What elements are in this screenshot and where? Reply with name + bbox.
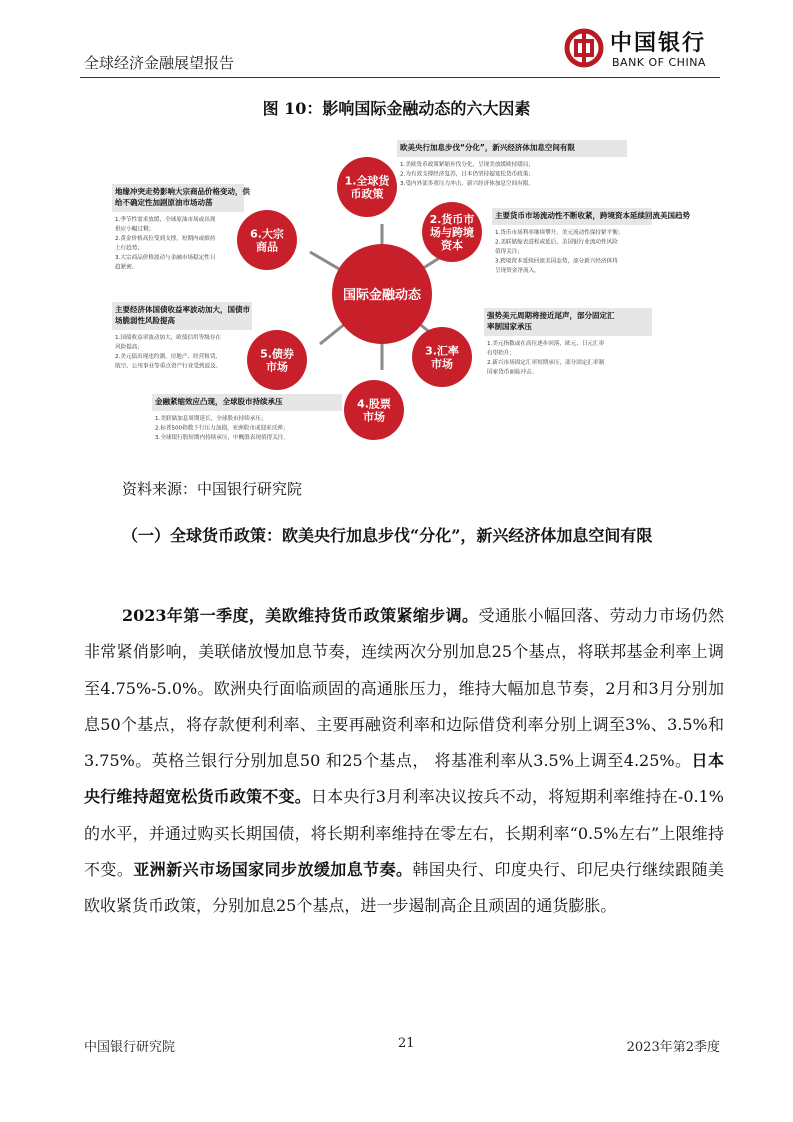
factor-heading-2: 主要货币市场流动性不断收紧，跨境资本延续回流美国趋势 — [495, 211, 690, 220]
factor-point: 航空、公用事业等重点资产行业受到波及。 — [115, 363, 222, 370]
factor-point: 3.大宗商品价格波动与金融市场稳定性日 — [115, 255, 216, 261]
factor-point: 2.美联储缩表进程或延后，美国银行业流动性风险 — [495, 239, 618, 246]
factor-circle-label: 市场 — [431, 357, 453, 371]
factor-circle-label: 4.股票 — [357, 397, 391, 411]
factor-point: 3.全球银行股短期内持续承压，中概股表现值得关注。 — [155, 435, 289, 441]
factor-heading-4: 金融紧缩效应凸现，全球股市持续承压 — [155, 397, 283, 406]
factor-point: 2.黄金价格高位受到支撑，短期内或维持 — [115, 236, 216, 242]
page-header — [80, 22, 720, 78]
factor-point: 1.货币市场利率继续攀升，美元流动性保持紧平衡； — [495, 230, 624, 236]
factor-heading-1: 欧美央行加息步伐“分化”，新兴经济体加息空间有限 — [400, 143, 575, 152]
diagram-canvas — [112, 132, 690, 450]
paragraph-bold-run: 2023年第一季度，美欧维持货币政策紧缩步调。 — [122, 606, 479, 625]
bank-logo — [564, 26, 714, 74]
page-number: 21 — [398, 1036, 415, 1051]
factor-point: 国家货币面临冲击。 — [487, 369, 538, 376]
factor-point: 2.美元债出现违约潮，房地产、经营租赁、 — [115, 354, 222, 360]
figure-title: 图 10：影响国际金融动态的六大因素 — [262, 99, 531, 118]
factor-point: 1.季节性需求放缓，全球原油市场或出现 — [115, 217, 216, 223]
factor-point: 3.受内外部多重压力冲击，新兴经济体加息空间有限。 — [400, 181, 534, 187]
factor-point: 供应小幅过剩； — [115, 226, 155, 233]
center-label: 国际金融动态 — [342, 288, 422, 303]
factor-circle-label: 市场 — [363, 410, 385, 424]
factor-point: 1.美元指数或在高位逐步回落，欧元、日元汇率 — [487, 341, 605, 347]
six-factors-diagram — [112, 132, 690, 450]
report-title: 全球经济金融展望报告 — [84, 54, 235, 72]
factor-point: 1.美欧货币政策紧缩步伐分化，呈现美放缓欧持缓局； — [400, 162, 534, 168]
paragraph-bold-run: 日本央行维持超宽松货币政策不变。 — [84, 751, 724, 807]
boc-logo-icon — [564, 28, 604, 68]
factor-circle-label: 6.大宗 — [250, 227, 284, 241]
footer-quarter: 2023年第2季度 — [626, 1040, 720, 1055]
factor-circle-label: 1.全球货 — [344, 174, 390, 188]
paragraph-text-run: 受通胀小幅回落、劳动力市场仍然非常紧俏影响，美联储放慢加息节奏，连续两次分别加息25个基点，将联邦基金利率上调至4.75%-5.0%。欧洲央行面临顽固的高通胀压力，维持大幅加息节奏，2月和3月分别加息50个基点，将存款便利利率、主要再融资利率和边际借贷利率分别上调至3%、3.5%和3.75%。英格兰银行分别加息50 和25个基点， 将基准利率从3.5%上调至4.25%。 — [84, 606, 724, 771]
logo-chinese-name: 中国银行 — [610, 30, 707, 56]
paragraph-text-run: 韩国央行、印度央行、印尼央行继续跟随美欧收紧货币政策，分别加息25个基点，进一步遏制高企且顽固的通货膨胀。 — [84, 860, 724, 916]
paragraph-text-run: 日本央行3月利率决议按兵不动，将短期利率维持在-0.1%的水平，并通过购买长期国债，将长期利率维持在零左右，长期利率“0.5%左右”上限维持不变。 — [84, 787, 724, 880]
figure-source: 资料来源：中国银行研究院 — [122, 480, 303, 498]
factor-heading-5: 主要经济体国债收益率波动加大，国债市场脆弱性风险提高 — [115, 305, 250, 325]
factor-point: 3.跨境资本延续回流美国态势，部分新兴经济体将 — [495, 258, 618, 265]
factor-point: 上行趋势； — [115, 245, 143, 252]
logo-english-name: BANK OF CHINA — [612, 56, 706, 69]
section-heading: （一）全球货币政策：欧美央行加息步伐“分化”，新兴经济体加息空间有限 — [122, 526, 653, 545]
factor-circle-label: 商品 — [256, 240, 278, 254]
footer-org: 中国银行研究院 — [84, 1040, 176, 1055]
factor-point: 2.新兴市场固定汇率短期承压，部分固定汇率制 — [487, 360, 605, 366]
factor-heading-3: 强势美元周期将接近尾声，部分固定汇率制国家承压 — [487, 311, 615, 331]
paragraph-bold-run: 亚洲新兴市场国家同步放缓加息节奏。 — [133, 860, 413, 880]
factor-circle-label: 场与跨境 — [430, 226, 474, 239]
factor-point: 1.国债收益率波动加大，欧债信用等级存在 — [115, 335, 222, 341]
factor-circle-label: 币政策 — [350, 187, 384, 201]
factor-point: 值得关注； — [495, 249, 523, 255]
factor-circle-label: 2.货币市 — [429, 213, 475, 226]
factor-point: 2.为有效支撑经济复苏，日本仍坚持超宽松货币政策； — [400, 171, 534, 178]
factor-heading-6: 地缘冲突走势影响大宗商品价格变动，供给不确定性加剧原油市场动荡 — [115, 187, 250, 207]
factor-circle-label: 资本 — [441, 239, 463, 252]
factor-circle-label: 市场 — [266, 360, 288, 374]
factor-point: 趋紧密。 — [115, 264, 138, 271]
factor-circle-label: 5.债券 — [260, 347, 294, 361]
factor-point: 1.美联储加息周期延长，全球股市持续承压； — [155, 416, 267, 422]
factor-circle-label: 3.汇率 — [425, 344, 459, 358]
factor-point: 有望抬升； — [487, 350, 515, 357]
factor-point: 呈现资金净流入。 — [495, 268, 540, 274]
factor-point: 风险提高； — [115, 344, 143, 351]
factor-point: 2.标普500指数下行压力加剧，亚洲股市或迎来反弹； — [155, 425, 289, 432]
body-paragraph — [84, 598, 724, 925]
